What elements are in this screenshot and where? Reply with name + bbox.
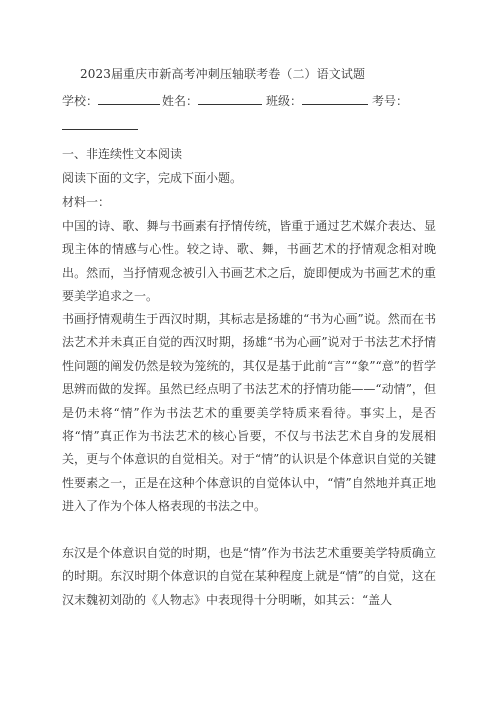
number-blank[interactable] xyxy=(62,129,138,130)
name-label: 姓名： xyxy=(162,94,199,108)
material-label: 材料一： xyxy=(62,195,111,209)
number-label: 考号： xyxy=(372,94,409,108)
name-blank[interactable] xyxy=(198,93,262,105)
school-blank[interactable] xyxy=(98,93,160,105)
paragraph-3: 东汉是个体意识自觉的时期，也是“情”作为书法艺术重要美学特质确立的时期。东汉时期个体意识的自觉在某种程度上就是“情”的自觉，这在汉末魏初刘劭的《人物志》中表现得十分明晰，如其云：“盖人 xyxy=(62,546,436,607)
instruction: 阅读下面的文字，完成下面小题。 xyxy=(62,171,243,185)
class-label: 班级： xyxy=(266,94,303,108)
paragraph-1: 中国的诗、歌、舞与书画素有抒情传统，皆重于通过艺术媒介表达、显现主体的情感与心性。较之诗、歌、舞，书画艺术的抒情观念相对晚出。然而，当抒情观念被引入书画艺术之后，旋即便成为书画艺术的重要美学追求之一。 xyxy=(62,219,436,304)
student-info-row xyxy=(62,93,434,109)
class-blank[interactable] xyxy=(302,93,368,105)
document-title: 2023届重庆市新高考冲刺压轴联考卷（二）语文试题 xyxy=(80,67,366,81)
section-heading: 一、非连续性文本阅读 xyxy=(62,147,183,161)
school-label: 学校： xyxy=(62,94,99,108)
paragraph-2: 书画抒情观萌生于西汉时期，其标志是扬雄的“书为心画”说。然而在书法艺术并未真正自觉的西汉时期，扬雄“书为心画”说对于书法艺术抒情性问题的阐发仍然是较为笼统的，其仅是基于此前“言”“象”“意”的哲学思辨而做的发挥。虽然已经点明了书法艺术的抒情功能——“动情”，但是仍未将“情”作为书法艺术的重要美学特质来看待。事实上，是否将“情”真正作为书法艺术的核心旨要，不仅与书法艺术自身的发展相关，更与个体意识的自觉相关。对于“情”的认识是个体意识自觉的关键性要素之一，正是在这种个体意识的自觉体认中，“情”自然地并真正地进入了作为个体人格表现的书法之中。 xyxy=(62,312,436,514)
